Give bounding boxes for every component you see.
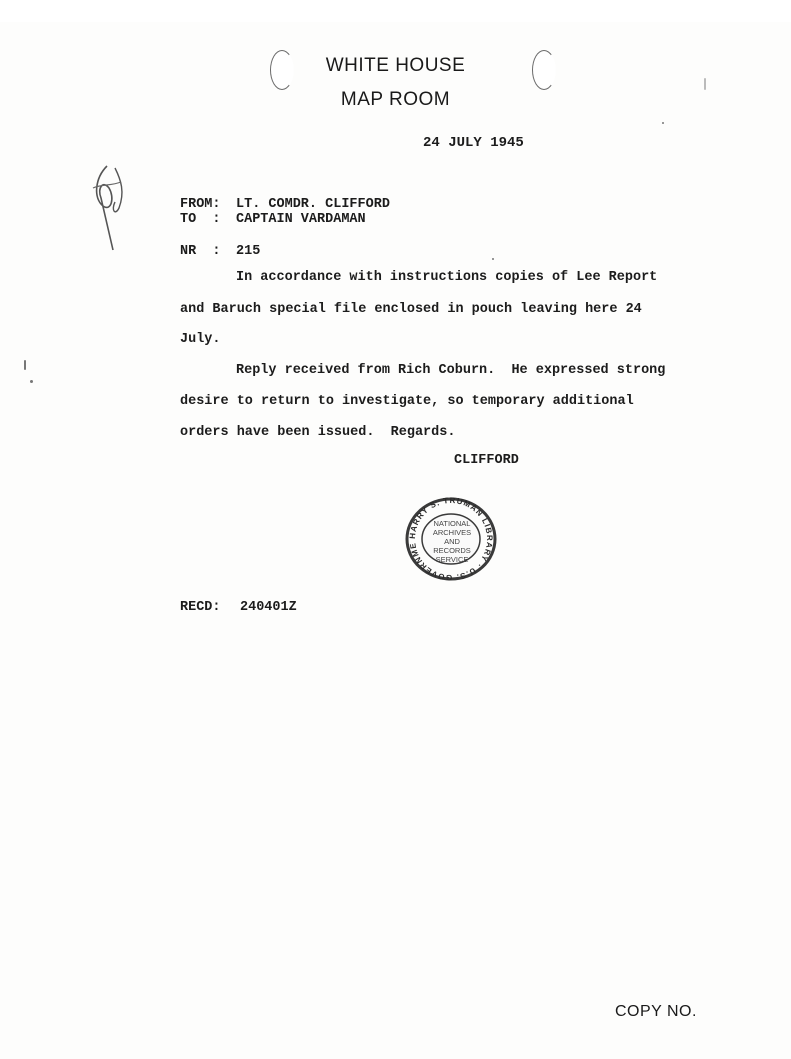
scan-mark (704, 78, 706, 90)
stamp-line-2: ARCHIVES AND (432, 528, 472, 546)
body-line-2: and Baruch special file enclosed in pouch leaving here 24 (180, 302, 642, 317)
received-value: 240401Z (240, 600, 297, 615)
body-line-1: In accordance with instructions copies of Lee Report (236, 270, 658, 285)
archive-stamp (403, 497, 499, 581)
letterhead-line-2: MAP ROOM (340, 89, 451, 110)
copy-number-label: COPY NO. (615, 1003, 697, 1020)
scan-speck (30, 380, 33, 383)
scan-mark (24, 360, 26, 370)
from-value: LT. COMDR. CLIFFORD (236, 197, 390, 212)
from-label: FROM: (180, 197, 221, 212)
stamp-ring-text: HARRY S. TRUMAN LIBRARY · U.S. GOVERNME (407, 497, 495, 581)
signature: CLIFFORD (454, 453, 519, 468)
message-date: 24 JULY 1945 (423, 135, 524, 151)
body-line-3: July. (180, 332, 221, 347)
scan-speck (662, 122, 664, 124)
stamp-center (427, 519, 477, 564)
received-label: RECD: (180, 600, 221, 615)
number-value: 215 (236, 244, 261, 259)
body-line-6: orders have been issued. Regards. (180, 425, 456, 440)
stamp-line-4: SERVICE (435, 555, 469, 564)
number-label: NR : (180, 244, 221, 259)
scan-speck (492, 258, 494, 260)
stamp-line-3: RECORDS (433, 546, 471, 555)
letterhead-line-1: WHITE HOUSE (325, 55, 466, 76)
to-label: TO : (180, 212, 221, 227)
to-value: CAPTAIN VARDAMAN (236, 212, 366, 227)
stamp-line-1: NATIONAL (433, 519, 471, 528)
scan-margin (0, 0, 791, 22)
handwritten-initials (85, 158, 135, 253)
body-line-4: Reply received from Rich Coburn. He expressed strong (236, 363, 666, 378)
body-line-5: desire to return to investigate, so temporary additional (180, 394, 634, 409)
